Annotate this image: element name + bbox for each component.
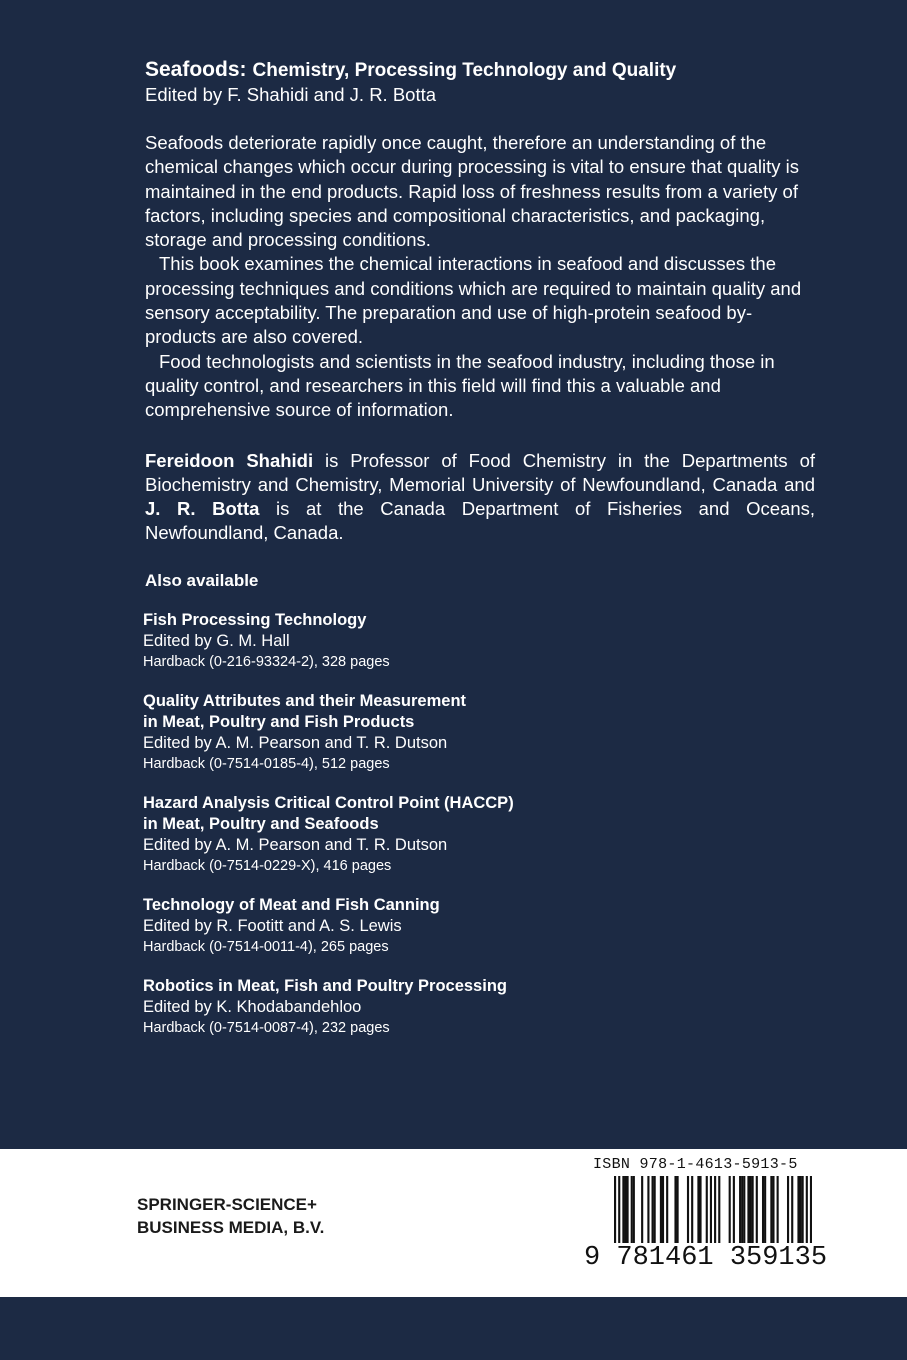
author-text: is Professor of Food Chemistry in the Departments of Biochemistry and Chemistry, Memorial University of Newfoundland, Canada and [145,449,815,495]
book-editor: Edited by G. M. Hall [143,631,290,650]
description-paragraph: Seafoods deteriorate rapidly once caught, therefore an understanding of the chemical changes which occur during processing is vital to ensure that quality is maintained in the end products. Rapid loss of freshness results from a variety of factors, including species and compositional characteristics, and packaging, storage and processing conditions. [145,132,799,251]
barcode [582,1176,828,1273]
back-cover-content [145,58,815,1057]
book-info: Hardback (0-7514-0229-X), 416 pages [143,857,392,874]
book-info: Hardback (0-216-93324-2), 328 pages [143,653,390,670]
author-name: Fereidoon Shahidi [145,449,314,471]
book-editor: Edited by A. M. Pearson and T. R. Dutson [143,733,448,752]
title-main: Seafoods: [145,58,247,81]
book-title: Fish Processing Technology [143,610,367,629]
book-title: Robotics in Meat, Fish and Poultry Processing [143,976,507,995]
publisher-line: BUSINESS MEDIA, B.V. [137,1218,325,1237]
book-title-line: Hazard Analysis Critical Control Point (HACCP) [143,793,514,812]
description-paragraph: This book examines the chemical interactions in seafood and discusses the processing techniques and conditions which are required to maintain quality and sensory acceptability. The preparation and use of high-protein seafood by-products are also covered. [145,253,802,348]
book-item [143,691,815,775]
book-info: Hardback (0-7514-0185-4), 512 pages [143,755,390,772]
book-title [145,58,815,83]
author-text: is at the Canada Department of Fisheries and Oceans, Newfoundland, Canada. [145,498,815,544]
barcode-number: 9 781461 359135 [584,1243,828,1273]
book-item [143,895,815,958]
book-item [143,610,815,673]
book-title-line: in Meat, Poultry and Seafoods [143,814,379,833]
book-list [143,610,815,1039]
description-paragraph: Food technologists and scientists in the seafood industry, including those in quality control, and researchers in this field will find this a valuable and comprehensive source of information. [145,350,775,421]
description [145,131,815,423]
also-available-heading: Also available [145,570,259,590]
book-title: Technology of Meat and Fish Canning [143,895,440,914]
publisher-line: SPRINGER-SCIENCE+ [137,1195,317,1214]
book-title-line: in Meat, Poultry and Fish Products [143,712,415,731]
isbn: ISBN 978-1-4613-5913-5 [593,1156,798,1173]
book-title [143,793,815,835]
book-editor: Edited by A. M. Pearson and T. R. Dutson [143,835,448,854]
barcode-strip [0,1149,907,1297]
book-editor: Edited by K. Khodabandehloo [143,997,362,1016]
book-item [143,793,815,877]
author-bio [145,449,815,546]
book-title [143,691,815,733]
publisher [137,1193,324,1239]
author-name: J. R. Botta [145,498,260,520]
book-info: Hardback (0-7514-0011-4), 265 pages [143,938,389,955]
book-item [143,976,815,1039]
editors: Edited by F. Shahidi and J. R. Botta [145,84,437,105]
book-title-line: Quality Attributes and their Measurement [143,691,467,710]
book-editor: Edited by R. Footitt and A. S. Lewis [143,916,402,935]
book-info: Hardback (0-7514-0087-4), 232 pages [143,1019,390,1036]
title-subtitle: Chemistry, Processing Technology and Quality [252,60,677,81]
